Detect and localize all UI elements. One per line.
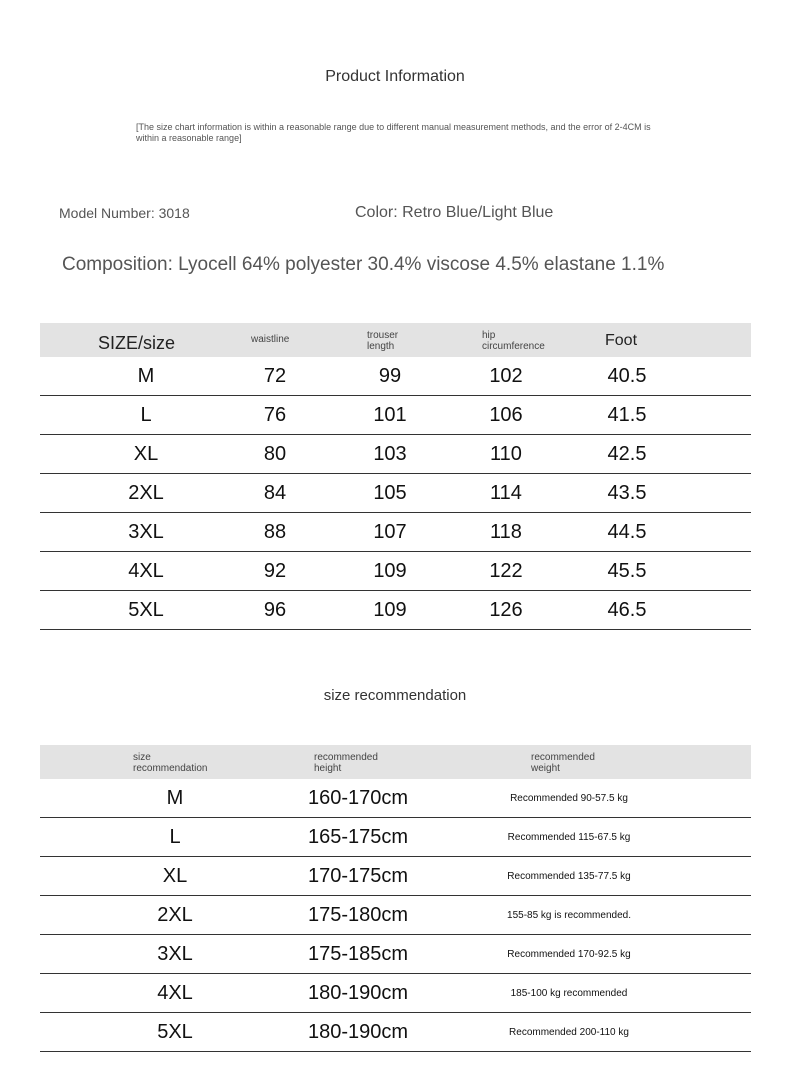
size-table-row [40,357,751,396]
cell-rec-height: 175-185cm [307,942,409,965]
cell-trouser-length: 109 [373,598,407,621]
size-table-header [40,323,751,357]
cell-waistline: 80 [263,442,287,465]
cell-size: 5XL [128,598,164,621]
cell-waistline: 96 [263,598,287,621]
cell-foot: 43.5 [607,481,647,504]
cell-trouser-length: 99 [378,364,402,387]
cell-hip: 114 [490,481,522,504]
recommendation-table-header [40,745,751,779]
cell-rec-size: 5XL [157,1020,193,1043]
cell-foot: 45.5 [607,559,647,582]
cell-rec-weight: Recommended 200-110 kg [509,1026,629,1038]
cell-size: 4XL [128,559,164,582]
recommendation-row [40,974,751,1013]
cell-rec-size: 4XL [157,981,193,1004]
cell-trouser-length: 109 [373,559,407,582]
cell-rec-size: XL [162,864,188,887]
cell-size: 3XL [128,520,164,543]
composition: Composition: Lyocell 64% polyester 30.4% viscose 4.5% elastane 1.1% [62,254,665,275]
cell-waistline: 84 [263,481,287,504]
color-info: Color: Retro Blue/Light Blue [355,204,554,221]
measurement-note: [The size chart information is within a reasonable range due to different manual measurement methods, and the error of 2-4CM is within a reasonable range] [136,122,651,143]
header-waistline: waistline [251,334,290,345]
size-table-row [40,552,751,591]
size-table-row [40,591,751,630]
header-hip: hip circumference [482,330,545,352]
header-size-recommendation: size recommendation [133,752,208,774]
cell-waistline: 88 [263,520,287,543]
cell-rec-weight: Recommended 115-67.5 kg [507,831,631,843]
recommendation-table [40,745,751,1052]
size-table [40,323,751,630]
page-title: Product Information [325,68,465,85]
cell-trouser-length: 103 [373,442,407,465]
recommendation-row [40,818,751,857]
cell-rec-size: 3XL [157,942,193,965]
cell-foot: 44.5 [607,520,647,543]
recommendation-row [40,935,751,974]
cell-rec-height: 180-190cm [307,1020,409,1043]
cell-hip: 122 [489,559,523,582]
recommendation-row [40,779,751,818]
size-table-row [40,396,751,435]
model-number: Model Number: 3018 [59,205,190,221]
cell-hip: 110 [490,442,522,465]
cell-rec-weight: Recommended 90-57.5 kg [510,792,628,804]
header-recommended-weight: recommended weight [531,752,595,774]
size-table-row [40,474,751,513]
cell-size: XL [133,442,159,465]
cell-rec-size: M [166,786,184,809]
cell-rec-height: 175-180cm [307,903,409,926]
cell-trouser-length: 107 [373,520,407,543]
cell-rec-height: 160-170cm [307,786,409,809]
cell-size: 2XL [128,481,164,504]
cell-trouser-length: 105 [373,481,407,504]
cell-foot: 46.5 [607,598,647,621]
cell-rec-weight: 155-85 kg is recommended. [507,909,631,921]
cell-foot: 41.5 [607,403,647,426]
header-size: SIZE/size [98,333,176,353]
cell-rec-size: 2XL [157,903,193,926]
cell-size: M [137,364,155,387]
cell-rec-height: 170-175cm [307,864,409,887]
cell-waistline: 72 [263,364,287,387]
header-recommended-height: recommended height [314,752,378,774]
cell-hip: 106 [489,403,523,426]
cell-hip: 126 [489,598,523,621]
cell-rec-weight: Recommended 170-92.5 kg [507,948,631,960]
size-table-row [40,513,751,552]
cell-rec-height: 180-190cm [307,981,409,1004]
recommendation-row [40,896,751,935]
recommendation-row [40,857,751,896]
cell-foot: 42.5 [607,442,647,465]
cell-foot: 40.5 [607,364,647,387]
cell-hip: 102 [489,364,523,387]
cell-hip: 118 [490,520,522,543]
cell-rec-size: L [169,825,181,848]
cell-size: L [140,403,152,426]
cell-trouser-length: 101 [373,403,407,426]
cell-rec-weight: 185-100 kg recommended [510,987,628,999]
recommendation-title: size recommendation [323,687,467,704]
header-foot: Foot [605,332,638,349]
cell-waistline: 92 [263,559,287,582]
recommendation-table-body [40,779,751,1052]
size-table-body [40,357,751,630]
cell-rec-weight: Recommended 135-77.5 kg [507,870,631,882]
header-trouser-length: trouser length [367,330,399,352]
cell-waistline: 76 [263,403,287,426]
size-table-row [40,435,751,474]
recommendation-row [40,1013,751,1052]
cell-rec-height: 165-175cm [307,825,409,848]
